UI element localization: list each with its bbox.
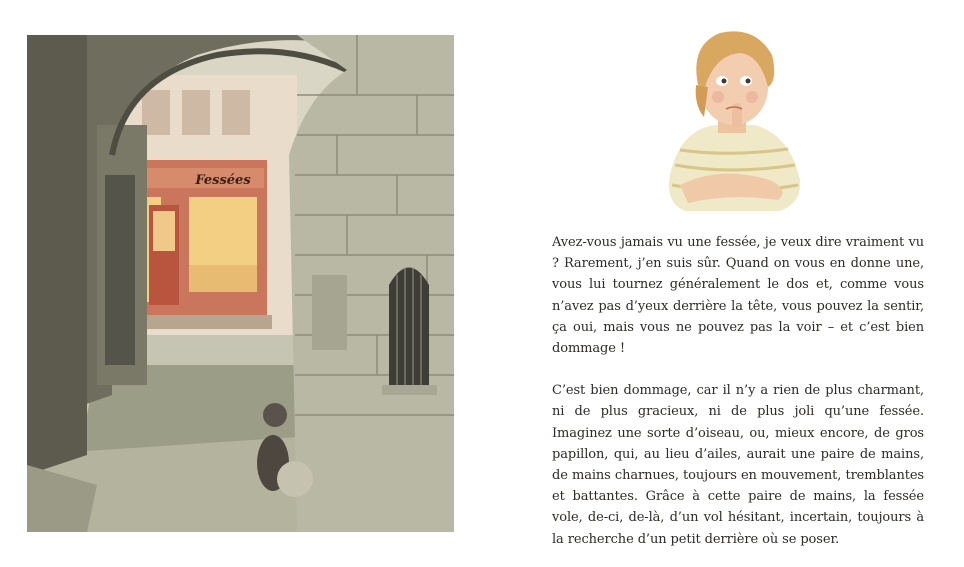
shop-sign: Fessées	[195, 173, 251, 188]
boy-drawing	[660, 25, 805, 217]
story-paragraph-2: C’est bien dommage, car il n’y a rien de plus charmant, ni de plus gracieux, ni de plus joli qu’une fessée. Imaginez une sorte d’oiseau, ou, mieux encore, de gros papillon, qui, au lieu d’ailes, aurait une paire de mains, de mains charnues, toujours en mouvement, tremblantes et battantes. Grâce à cette paire de mains, la fessée vole, de-ci, de-là, d’un vol hésitant, incertain, toujours à la recherche d’un petit derrière où se poser.	[552, 383, 924, 547]
thoughtful-boy-portrait	[660, 25, 805, 217]
story-paragraph-1: Avez-vous jamais vu une fessée, je veux dire vraiment vu ? Rarement, j’en suis sûr. Quand on vous en donne une, vous lui tournez généralement le dos et, comme vous n’avez pas d’yeux derrière la tête, vous pouvez la sentir, ça oui, mais vous ne pouvez pas la voir – et c’est bien dommage !	[552, 235, 924, 357]
street-archway-illustration	[27, 35, 454, 532]
archway-scene-drawing	[27, 35, 454, 532]
story-text	[552, 232, 924, 567]
